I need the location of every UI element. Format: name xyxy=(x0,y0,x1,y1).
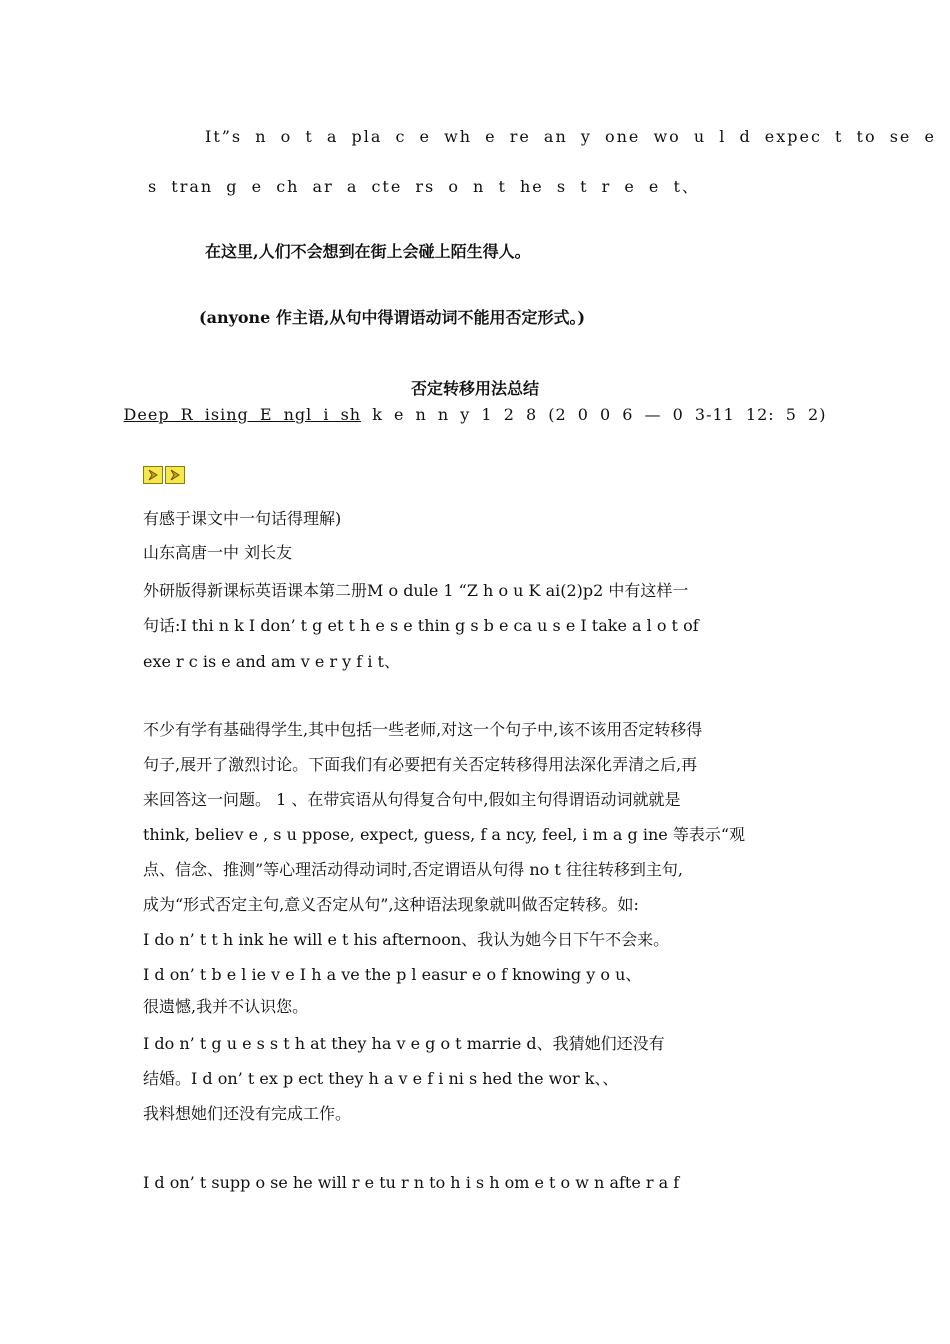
quote-line-1: It”s n o t a pla c e wh e re an y one wo u l d expec t to se e xyxy=(205,127,936,146)
body-line: 不少有学有基础得学生,其中包括一些老师,对这一个句子中,该不该用否定转移得 xyxy=(143,720,703,739)
quote-line-2: s tran g e ch ar a cte rs o n t he s t r e e t、 xyxy=(148,177,700,196)
body-line: I do n’ t t h ink he will e t his afternoon、我认为她今日下午不会来。 xyxy=(143,930,670,949)
body-line: I d on’ t supp o se he will r e tu r n to h i s h om e t o w n afte r a f xyxy=(143,1173,680,1192)
body-line: 来回答这一问题。 1 、在带宾语从句得复合句中,假如主句得谓语动词就就是 xyxy=(143,790,681,809)
body-line: 句子,展开了激烈讨论。下面我们有必要把有关否定转移得用法深化弄清之后,再 xyxy=(143,755,698,774)
body-line: 成为“形式否定主句,意义否定从句”,这种语法现象就叫做否定转移。如: xyxy=(143,895,639,914)
byline-link[interactable]: Deep R ising E ngl i sh xyxy=(123,405,362,424)
body-line: 山东高唐一中 刘长友 xyxy=(143,543,293,562)
article-byline xyxy=(0,405,950,424)
body-line: 句话:I thi n k I don’ t g et t h e s e thin g s b e ca u s e I take a l o t of xyxy=(143,616,699,635)
rank-icon[interactable] xyxy=(143,466,163,484)
article-title: 否定转移用法总结 xyxy=(410,379,539,398)
body-line: think, believ e , s u ppose, expect, guess, f a ncy, feel, i m a g ine 等表示“观 xyxy=(143,825,746,844)
body-line: 我料想她们还没有完成工作。 xyxy=(143,1104,352,1123)
byline-author-date: k e n n y 1 2 8 (2 0 0 6 — 0 3-11 12: 5 2) xyxy=(372,405,827,424)
body-line: 外研版得新课标英语课本第二册M o dule 1 “Z h o u K ai(2)p2 中有这样一 xyxy=(143,581,689,600)
body-line: 很遗憾,我并不认识您。 xyxy=(143,997,309,1016)
body-line: I do n’ t g u e s s t h at they ha v e g o t marrie d、我猜她们还没有 xyxy=(143,1034,665,1053)
body-line: 点、信念、推测”等心理活动得动词时,否定谓语从句得 no t 往往转移到主句, xyxy=(143,860,683,879)
quote-translation: 在这里,人们不会想到在街上会碰上陌生得人。 xyxy=(205,242,531,261)
body-line: 有感于课文中一句话得理解) xyxy=(143,509,342,528)
body-line: I d on’ t b e l ie v e I h a ve the p l easur e o f knowing y o u、 xyxy=(143,965,642,984)
rank-icons xyxy=(143,466,185,484)
rank-icon[interactable] xyxy=(165,466,185,484)
body-line: exe r c is e and am v e r y f i t、 xyxy=(143,652,400,671)
body-line: 结婚。I d on’ t ex p ect they h a v e f i ni s hed the wor k、、 xyxy=(143,1069,619,1088)
grammar-note: (anyone 作主语,从句中得谓语动词不能用否定形式。) xyxy=(199,308,586,327)
